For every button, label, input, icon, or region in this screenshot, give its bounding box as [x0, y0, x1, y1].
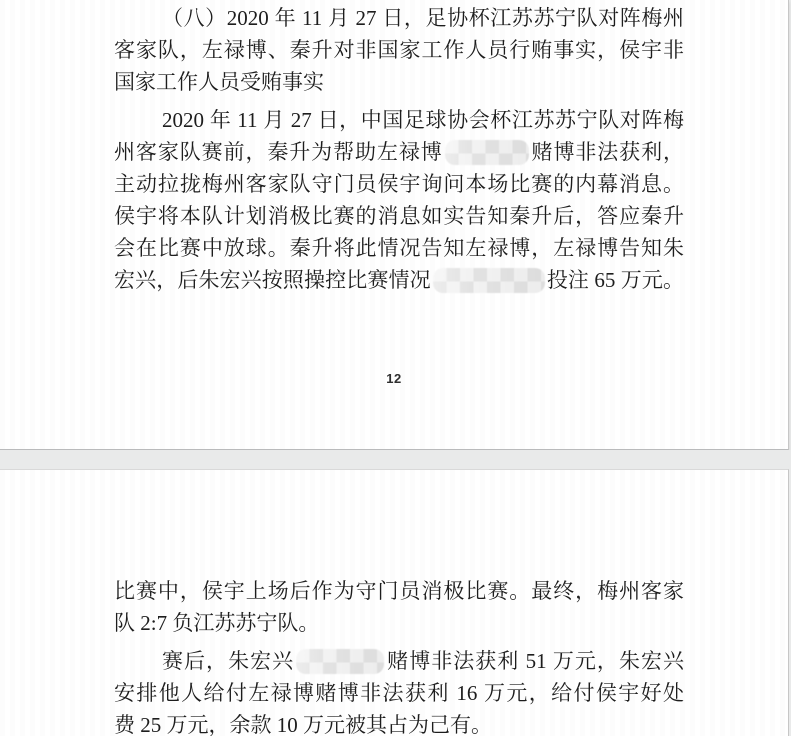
text-line [114, 34, 684, 66]
page1-text [0, 0, 788, 296]
page-break-gap [0, 450, 791, 469]
text-line [114, 136, 684, 168]
text-line [114, 677, 684, 709]
document-page-2 [0, 469, 789, 736]
text-line [114, 104, 684, 136]
text-line [114, 264, 684, 296]
text-segment: 赛后，朱宏兴 [162, 649, 295, 673]
text-segment: 宏兴，后朱宏兴按照操控比赛情况 [114, 268, 431, 292]
text-segment: （八）2020 年 11 月 27 日，足协杯江苏苏宁队对阵梅州 [162, 6, 684, 30]
text-segment: 客家队，左禄博、秦升对非国家工作人员行贿事实，侯宇非 [114, 38, 684, 62]
page-number: 12 [386, 371, 402, 386]
text-segment: 侯宇将本队计划消极比赛的消息如实告知秦升后，答应秦升 [114, 204, 684, 228]
text-line [114, 2, 684, 34]
text-line [114, 200, 684, 232]
text-segment: 会在比赛中放球。秦升将此情况告知左禄博，左禄博告知朱 [114, 236, 684, 260]
text-segment: 赌博非法获利 51 万元，朱宏兴 [386, 649, 684, 673]
text-segment: 投注 65 万元。 [546, 268, 684, 292]
text-segment: 州客家队赛前，秦升为帮助左禄博 [114, 140, 443, 164]
text-segment: 国家工作人员受贿事实 [114, 70, 324, 94]
text-segment: 赌博非法获利， [530, 140, 684, 164]
text-line [114, 232, 684, 264]
text-segment: 费 25 万元，余款 10 万元被其占为己有。 [114, 713, 492, 736]
text-line [114, 66, 684, 98]
text-segment: 主动拉拢梅州客家队守门员侯宇询问本场比赛的内幕消息。 [114, 172, 684, 196]
text-line [114, 168, 684, 200]
text-segment: 2020 年 11 月 27 日，中国足球协会杯江苏苏宁队对阵梅 [162, 108, 684, 132]
text-line [114, 575, 684, 607]
text-line [114, 607, 684, 639]
page2-text [0, 470, 788, 736]
text-segment: 队 2:7 负江苏苏宁队。 [114, 611, 320, 635]
text-segment: 安排他人给付左禄博赌博非法获利 16 万元，给付侯宇好处 [114, 681, 684, 705]
text-segment: 比赛中，侯宇上场后作为守门员消极比赛。最终，梅州客家 [114, 579, 684, 603]
redaction-blur [296, 649, 384, 674]
redaction-blur [433, 268, 545, 293]
text-line [114, 645, 684, 677]
redaction-blur [445, 140, 529, 165]
text-line [114, 709, 684, 736]
